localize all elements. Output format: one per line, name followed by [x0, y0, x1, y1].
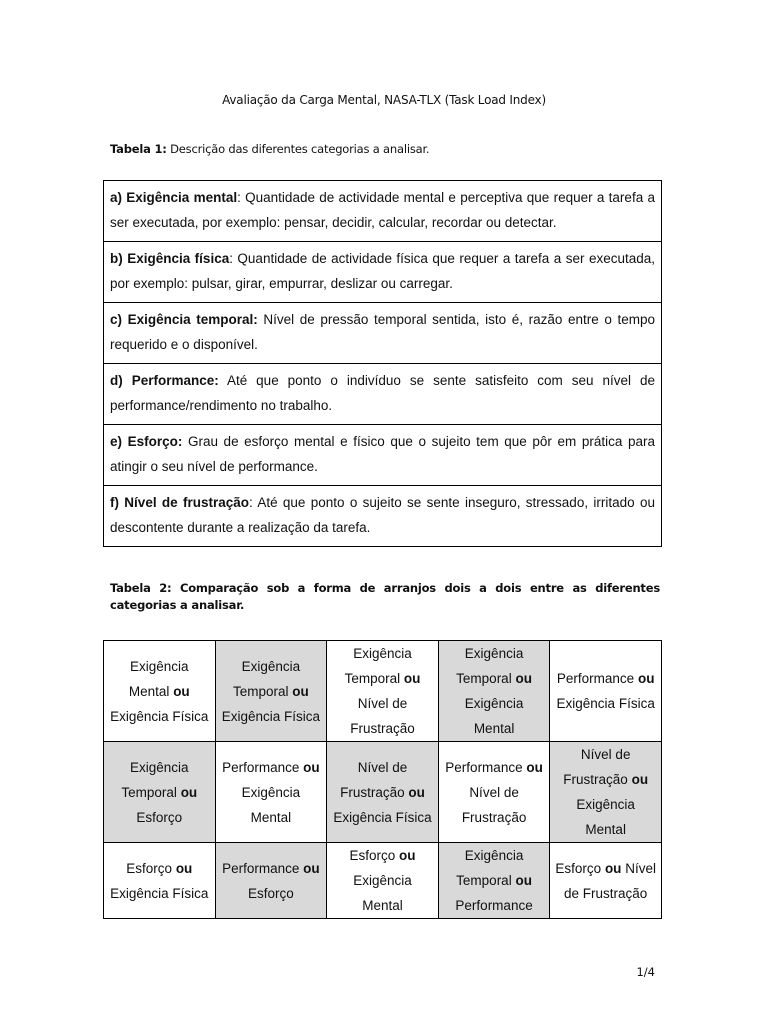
comparison-cell [327, 742, 439, 843]
comparison-cell [327, 843, 439, 919]
comparison-option-b: Exigência Mental [241, 784, 301, 825]
categories-table [103, 180, 662, 547]
comparison-connector: ou [403, 671, 421, 686]
table2-caption [110, 580, 660, 614]
page-number: 1/4 [636, 965, 655, 979]
table2-caption-text: Comparação sob a forma de arranjos dois a dois entre as diferentes categorias a analisar. [110, 581, 660, 612]
table1-caption [110, 141, 660, 158]
comparison-option-a: Exigência Temporal [232, 658, 301, 699]
comparison-option-b: Exigência Física [110, 708, 209, 724]
comparison-connector: ou [173, 683, 190, 699]
comparison-cell [438, 641, 550, 742]
comparison-row [104, 641, 662, 742]
comparison-connector: ou [175, 860, 193, 876]
comparison-option-a: Performance [222, 759, 300, 775]
comparison-option-a: Performance [445, 759, 523, 775]
category-description: : Até que ponto o sujeito se sente inseguro, stressado, irritado ou descontente durante a realização da tarefa. [110, 495, 655, 535]
table1-caption-text: Descrição das diferentes categorias a analisar. [166, 142, 430, 156]
comparison-cell [215, 641, 327, 742]
comparison-connector: ou [399, 848, 416, 863]
category-term: f) Nível de frustração [110, 495, 249, 510]
comparison-option-b: Exigência Física [110, 885, 209, 901]
comparison-cell [215, 742, 327, 843]
comparison-connector: ou [515, 671, 532, 686]
comparison-cell [550, 843, 662, 919]
comparison-option-b: Performance [455, 898, 533, 913]
category-cell [104, 364, 662, 425]
comparison-cell [104, 641, 216, 742]
comparison-option-a: Exigência Mental [128, 658, 189, 699]
comparison-option-a: Exigência Temporal [344, 646, 412, 686]
comparison-option-b: Esforço [136, 809, 183, 825]
comparison-option-b: Exigência Mental [464, 696, 524, 736]
category-row [104, 303, 662, 364]
category-cell [104, 181, 662, 242]
comparison-connector: ou [515, 873, 532, 888]
category-cell [104, 242, 662, 303]
comparison-option-a: Esforço [555, 860, 602, 876]
comparison-row [104, 843, 662, 919]
comparison-option-a: Exigência Temporal [456, 646, 524, 686]
comparison-option-b: Exigência Física [556, 696, 655, 711]
category-cell [104, 425, 662, 486]
comparison-cell [104, 843, 216, 919]
comparison-cell [550, 641, 662, 742]
comparison-connector: ou [292, 683, 309, 699]
comparison-option-b: Nível de Frustração [461, 784, 527, 825]
category-term: c) Exigência temporal: [110, 312, 258, 327]
comparison-connector: ou [408, 784, 425, 800]
comparison-option-b: Exigência Mental [353, 873, 412, 913]
comparison-table [103, 640, 662, 919]
comparison-connector: ou [604, 860, 622, 876]
category-description: Até que ponto o indivíduo se sente satisfeito com seu nível de performance/rendimento no trabalho. [110, 373, 655, 413]
comparison-option-a: Esforço [126, 860, 173, 876]
comparison-cell [327, 641, 439, 742]
comparison-connector: ou [637, 671, 655, 686]
document-title: Avaliação da Carga Mental, NASA-TLX (Task Load Index) [222, 93, 546, 107]
category-term: a) Exigência mental [110, 190, 238, 205]
comparison-option-a: Nível de Frustração [340, 759, 408, 800]
category-row [104, 181, 662, 242]
comparison-connector: ou [180, 784, 198, 800]
category-row [104, 425, 662, 486]
comparison-option-a: Exigência Temporal [456, 848, 524, 888]
comparison-option-b: Exigência Física [333, 809, 432, 825]
comparison-option-b: Esforço [248, 885, 294, 901]
category-term: d) Performance: [110, 373, 219, 388]
comparison-option-b: Nível de Frustração [564, 860, 656, 901]
comparison-option-b: Exigência Física [221, 708, 321, 724]
category-description: : Quantidade de actividade física que requer a tarefa a ser executada, por exemplo: pulsar, girar, empurrar, deslizar ou carregar. [110, 251, 655, 291]
comparison-connector: ou [631, 772, 649, 787]
category-cell [104, 303, 662, 364]
category-term: b) Exigência física [110, 251, 230, 266]
comparison-connector: ou [303, 759, 320, 775]
table2-caption-label: Tabela 2: [110, 581, 172, 595]
comparison-option-b: Nível de Frustração [350, 696, 415, 736]
comparison-connector: ou [526, 759, 543, 775]
comparison-cell [104, 742, 216, 843]
category-row [104, 364, 662, 425]
category-cell [104, 486, 662, 547]
comparison-row [104, 742, 662, 843]
comparison-option-a: Esforço [349, 848, 396, 863]
category-row [104, 486, 662, 547]
comparison-option-b: Exigência Mental [576, 797, 635, 837]
comparison-option-a: Performance [222, 860, 300, 876]
category-term: e) Esforço: [110, 434, 183, 449]
table1-caption-label: Tabela 1: [110, 142, 167, 156]
category-description: Grau de esforço mental e físico que o sujeito tem que pôr em prática para atingir o seu nível de performance. [110, 434, 655, 474]
comparison-cell [215, 843, 327, 919]
category-row [104, 242, 662, 303]
comparison-cell [550, 742, 662, 843]
comparison-option-a: Nível de Frustração [563, 747, 631, 787]
comparison-option-a: Exigência Temporal [121, 759, 189, 800]
comparison-cell [438, 843, 550, 919]
comparison-cell [438, 742, 550, 843]
comparison-connector: ou [303, 860, 320, 876]
category-description: : Quantidade de actividade mental e perceptiva que requer a tarefa a ser executada, por exemplo: pensar, decidir, calcular, recordar ou detectar. [110, 190, 655, 230]
category-description: Nível de pressão temporal sentida, isto é, razão entre o tempo requerido e o disponível. [110, 312, 656, 352]
comparison-option-a: Performance [556, 671, 635, 686]
